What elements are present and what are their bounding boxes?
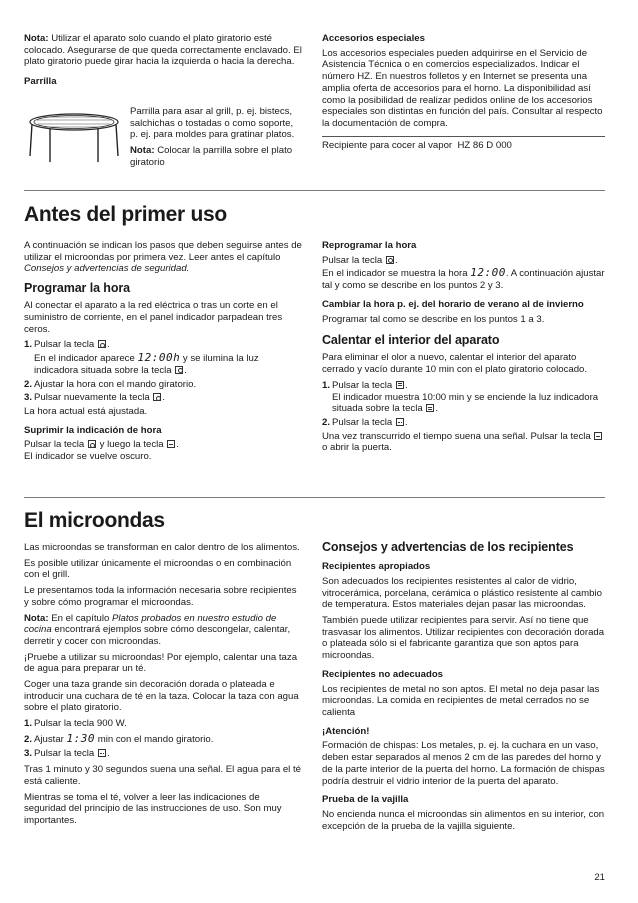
- calentar-text: Para eliminar el olor a nuevo, calentar el interior del aparato cerrado y vacío durante 10 min con el plato giratorio colocado.: [322, 352, 588, 376]
- micro-p4: ¡Pruebe a utilizar su microondas! Por ejemplo, calentar una taza de agua para preparar un té.: [24, 651, 298, 675]
- parrilla-heading: Parrilla: [24, 76, 57, 88]
- apropiados-heading: Recipientes apropiados: [322, 561, 431, 573]
- suprimir-text-b: y luego la tecla: [99, 439, 164, 451]
- vajilla-text: No encienda nunca el microondas sin alimentos en su interior, con excepción de la prueba de la vajilla siguiente.: [322, 808, 605, 832]
- intro-text: A continuación se indican los pasos que deben seguirse antes de utilizar el microondas por primera vez. Leer antes el capítulo: [24, 240, 302, 263]
- micro-p2: Es posible utilizar únicamente el microondas o en combinación con el grill.: [24, 557, 292, 581]
- suprimir-heading: Suprimir la indicación de hora: [24, 424, 162, 436]
- step-3: 3. Pulsar nuevamente la tecla .: [24, 392, 166, 404]
- reprogramar-line2a: En el indicador se muestra la hora: [322, 268, 468, 280]
- step-number: 1.: [322, 379, 331, 391]
- apropiados-p2: También puede utilizar recipientes para servir. Así no tiene que trasvasar los alimentos. Utilizar recipientes con decoración dorada o plateada sólo si el fabricante garantiza que son aptos para microondas.: [322, 615, 605, 662]
- micro-nota: [24, 613, 303, 648]
- step-detail-text: El indicador muestra 10:00 min y se enciende la luz indicadora situada sobre la tecla: [332, 391, 599, 415]
- micro-step-3: 3. Pulsar la tecla .: [24, 747, 110, 759]
- cambiar-heading: Cambiar la hora p. ej. del horario de verano al de invierno: [322, 298, 584, 310]
- parrilla-description: [130, 106, 300, 173]
- stop-key-icon: [594, 432, 602, 440]
- display-readout: 12:00: [470, 266, 506, 280]
- accesorios-heading: Accesorios especiales: [322, 33, 425, 44]
- no-adecuados-text: Los recipientes de metal no son aptos. El metal no deja pasar las microondas. La comida en recipientes de metal cerrados no se calienta: [322, 683, 600, 718]
- intro-link: Consejos y advertencias de seguridad.: [24, 263, 190, 275]
- programar-heading: Programar la hora: [24, 281, 130, 296]
- step-number: 1.: [24, 339, 33, 351]
- reprogramar-line1: Pulsar la tecla: [322, 254, 383, 266]
- accessory-table-row: [322, 136, 605, 152]
- accessory-code: HZ 86 D 000: [457, 139, 512, 151]
- nota-link: Platos probados en nuestro estudio de cocina: [24, 612, 277, 636]
- atencion-heading: ¡Atención!: [322, 725, 370, 737]
- section-divider: [24, 190, 605, 191]
- step-text-a: Ajustar: [34, 733, 64, 745]
- step-text: Pulsar nuevamente la tecla: [34, 392, 150, 404]
- section-divider: [24, 497, 605, 498]
- calentar-end-b: o abrir la puerta.: [322, 442, 392, 454]
- step-number: 1.: [24, 718, 33, 730]
- section1-left-column: [24, 240, 303, 467]
- clock-key-icon: [175, 366, 183, 374]
- parrilla-nota: [130, 145, 300, 168]
- calentar-end: [322, 431, 605, 454]
- step-text: Pulsar la tecla: [332, 379, 393, 391]
- step-number: 3.: [24, 392, 33, 404]
- step-detail-text-b: y se ilumina la luz indicadora situada sobre la tecla: [34, 353, 259, 376]
- grill-rack-icon: [24, 100, 124, 170]
- calentar-heading: Calentar el interior del aparato: [322, 333, 500, 348]
- step-text: Pulsar la tecla: [34, 747, 95, 759]
- cambiar-text: Programar tal como se describe en los puntos 1 a 3.: [322, 313, 545, 325]
- section2-left-column: [24, 542, 303, 831]
- step-2: [24, 379, 303, 391]
- clock-key-icon: [98, 340, 106, 348]
- step-detail: El indicador muestra 10:00 min y se enciende la luz indicadora situada sobre la tecla .: [332, 391, 599, 415]
- atencion-text: Formación de chispas: Los metales, p. ej. la cuchara en un vaso, deben estar separados al menos 2 cm de las paredes del horno y de la parte interior de la puerta del horno. La formación de chispas podría destruir el vidrio interior de la puerta del aparato.: [322, 740, 605, 787]
- micro-step-2: [24, 732, 303, 746]
- section1-right-column: [322, 240, 605, 458]
- step-number: 2.: [322, 416, 331, 428]
- top-right-column: [322, 33, 605, 151]
- reprogramar-text: Pulsar la tecla . En el indicador se muestra la hora 12:00. A continuación ajustar tal y como se describe en los puntos 2 y 3.: [322, 254, 605, 292]
- start-key-icon: [396, 418, 404, 426]
- nota-paragraph: [24, 33, 303, 68]
- display-readout: 1:30: [66, 731, 96, 745]
- reprogramar-heading: Reprogramar la hora: [322, 240, 417, 251]
- calentar-end-a: Una vez transcurrido el tiempo suena una señal. Pulsar la tecla: [322, 430, 591, 442]
- nota-text-b: encontrará ejemplos sobre cómo descongelar, calentar, derretir y cocer con microondas.: [24, 624, 291, 647]
- intro-paragraph: [24, 240, 303, 275]
- stop-key-icon: [167, 440, 175, 448]
- step-detail-text: En el indicador aparece: [34, 353, 135, 365]
- nota-text: Utilizar el aparato solo cuando el plato giratorio esté colocado. Asegurarse de que queda correctamente enclavado. El plato giratorio puede girar hacia la izquierda o hacia la derecha.: [24, 33, 302, 68]
- parrilla-text: Parrilla para asar al grill, p. ej. bistecs, salchichas o tostadas o como soporte, p. ej. para moldes para gratinar platos.: [130, 106, 295, 141]
- micro-p6: Tras 1 minuto y 30 segundos suena una señal. El agua para el té está caliente.: [24, 764, 301, 787]
- programar-text: Al conectar el aparato a la red eléctrica o tras un corte en el suministro de corriente, en el panel indicador parpadean tres ceros.: [24, 300, 283, 335]
- nota-label: Nota:: [24, 33, 49, 44]
- calentar-step-2: 2. Pulsar la tecla .: [322, 416, 408, 428]
- clock-key-icon: [88, 440, 96, 448]
- no-adecuados-heading: Recipientes no adecuados: [322, 668, 444, 680]
- suprimir-text-a: Pulsar la tecla: [24, 439, 85, 451]
- step-text: Ajustar la hora con el mando giratorio.: [34, 378, 197, 390]
- step-detail: En el indicador aparece 12:00h y se ilumina la luz indicadora situada sobre la tecla .: [34, 351, 259, 376]
- clock-key-icon: [386, 256, 394, 264]
- vajilla-heading: Prueba de la vajilla: [322, 794, 409, 806]
- top-left-column: [24, 33, 303, 91]
- step-number: 2.: [24, 378, 33, 390]
- step-text: Pulsar la tecla: [34, 339, 95, 351]
- section-title-microondas: El microondas: [24, 509, 165, 532]
- calentar-step-1: 1. Pulsar la tecla . El indicador muestra 10:00 min y se enciende la luz indicadora situada sobre la tecla .: [322, 380, 605, 415]
- apropiados-p1: Son adecuados los recipientes resistentes al calor de vidrio, vitrocerámica, porcelana, cerámica o plástico resistente al cambio de temperatura. Estos materiales dejan pasar las microondas.: [322, 575, 602, 611]
- section-title-antes: Antes del primer uso: [24, 203, 227, 226]
- clock-key-icon: [153, 393, 161, 401]
- consejos-heading: Consejos y advertencias de los recipientes: [322, 540, 574, 554]
- step-text: Pulsar la tecla: [332, 416, 393, 428]
- micro-p7: Mientras se toma el té, volver a leer las indicaciones de seguridad del principio de las instrucciones de uso. Son muy importantes.: [24, 791, 282, 827]
- display-readout: 12:00h: [137, 351, 181, 365]
- accessory-name: Recipiente para cocer al vapor: [322, 139, 453, 151]
- micro-p5: Coger una taza grande sin decoración dorada o plateada e introducir una cuchara de té en la taza. Colocar la taza con agua sobre el plato giratorio.: [24, 679, 299, 714]
- step-number: 3.: [24, 747, 33, 759]
- suprimir-text: Pulsar la tecla y luego la tecla . El indicador se vuelve oscuro.: [24, 439, 179, 463]
- grill-rack-illustration: [24, 100, 124, 170]
- microwave-key-icon: [396, 381, 404, 389]
- micro-p1: Las microondas se transforman en calor dentro de los alimentos.: [24, 542, 300, 553]
- step-number: 2.: [24, 733, 33, 745]
- parrilla-nota-text: Colocar la parrilla sobre el plato giratorio: [130, 145, 293, 168]
- hora-ajustada: La hora actual está ajustada.: [24, 405, 148, 417]
- nota-text-a: En el capítulo: [51, 612, 110, 624]
- section2-right-column: [322, 540, 605, 836]
- micro-p3: Le presentamos toda la información necesaria sobre recipientes y sobre cómo programar el microondas.: [24, 585, 297, 608]
- start-key-icon: [98, 749, 106, 757]
- reprogramar-line2b: . A continuación ajustar tal y como se describe en los puntos 2 y 3.: [322, 268, 605, 292]
- micro-step-1: [24, 718, 303, 730]
- suprimir-text-c: El indicador se vuelve oscuro.: [24, 451, 152, 463]
- nota-label: Nota:: [24, 612, 49, 624]
- page-number: 21: [594, 872, 605, 883]
- step-1: 1. Pulsar la tecla . En el indicador aparece 12:00h y se ilumina la luz indicadora situada sobre la tecla .: [24, 339, 303, 376]
- parrilla-nota-label: Nota:: [130, 145, 155, 157]
- step-text: Pulsar la tecla 900 W.: [34, 718, 127, 730]
- microwave-key-icon: [426, 404, 434, 412]
- accesorios-text: Los accesorios especiales pueden adquirirse en el Servicio de Asistencia Técnica o en comercios especializados. Indicar el número HZ. En nuestros folletos y en Internet se presenta una amplia oferta de accesorios para el horno. La disponibilidad así como la posibilidad de realizar pedidos online de los accesorios especiales son distintas en función del país. Consultar al respecto la documentación de compra.: [322, 47, 603, 129]
- step-text-b: min con el mando giratorio.: [97, 733, 214, 745]
